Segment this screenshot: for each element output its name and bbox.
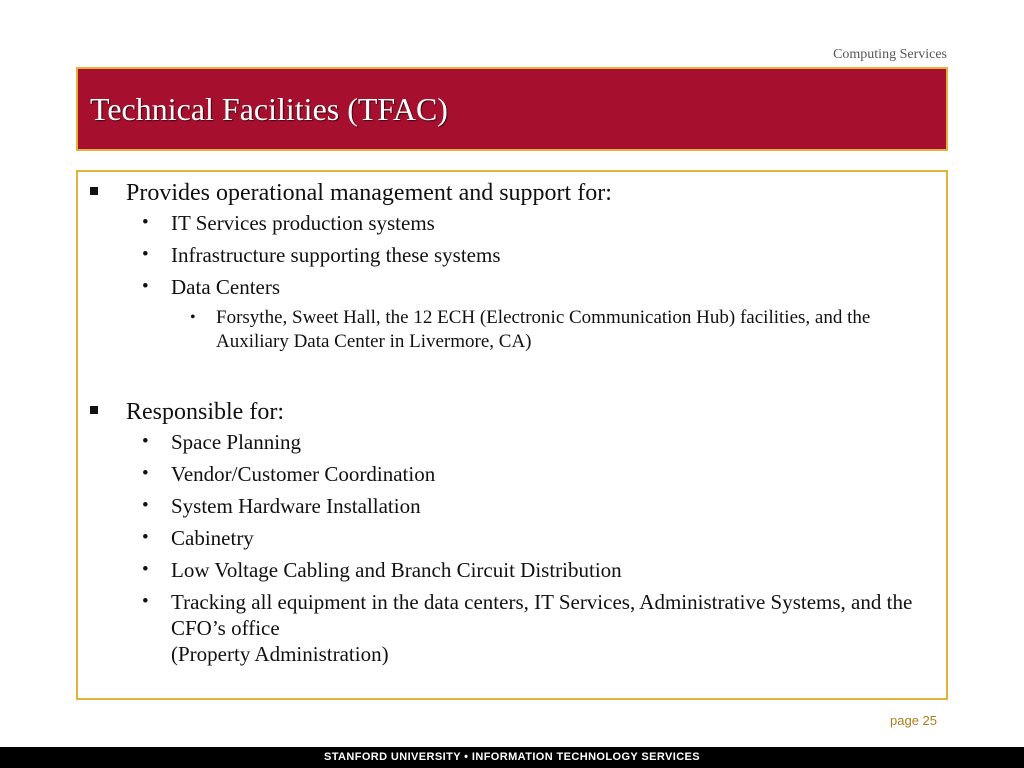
bullet-level2 bbox=[78, 589, 946, 667]
department-label: Computing Services bbox=[833, 47, 947, 62]
dot-bullet-icon: • bbox=[142, 591, 149, 612]
list-item: System Hardware Installation bbox=[171, 494, 421, 518]
dot-bullet-icon: • bbox=[142, 431, 149, 452]
dot-bullet-icon: • bbox=[142, 495, 149, 516]
section-heading: Responsible for: bbox=[126, 399, 284, 425]
section-heading: Provides operational management and support for: bbox=[126, 180, 612, 206]
dot-bullet-icon: • bbox=[142, 276, 149, 297]
bullet-level2 bbox=[78, 242, 946, 268]
list-subitem: Forsythe, Sweet Hall, the 12 ECH (Electronic Communication Hub) facilities, and the Auxiliary Data Center in Livermore, CA) bbox=[216, 307, 871, 352]
dot-bullet-icon: • bbox=[142, 244, 149, 265]
list-item: Space Planning bbox=[171, 430, 302, 454]
dot-bullet-icon: • bbox=[190, 309, 196, 326]
bullet-level2 bbox=[78, 461, 946, 487]
bullet-level1 bbox=[78, 178, 946, 208]
list-item: Vendor/Customer Coordination bbox=[171, 462, 436, 486]
bullet-level2 bbox=[78, 274, 946, 300]
dot-bullet-icon: • bbox=[142, 463, 149, 484]
list-item: Tracking all equipment in the data centers, IT Services, Administrative Systems, and the CFO’s office (Property Administration) bbox=[171, 590, 913, 666]
slide-title: Technical Facilities (TFAC) bbox=[90, 91, 448, 127]
square-bullet-icon bbox=[90, 187, 98, 195]
footer-banner: STANFORD UNIVERSITY • INFORMATION TECHNOLOGY SERVICES bbox=[0, 747, 1024, 768]
list-item: Infrastructure supporting these systems bbox=[171, 243, 501, 267]
dot-bullet-icon: • bbox=[142, 212, 149, 233]
section-responsibilities bbox=[78, 397, 946, 673]
content-box bbox=[76, 170, 948, 700]
bullet-level2 bbox=[78, 210, 946, 236]
list-item: Data Centers bbox=[171, 275, 281, 299]
bullet-level1 bbox=[78, 397, 946, 427]
list-item: IT Services production systems bbox=[171, 211, 435, 235]
page-number: page 25 bbox=[890, 713, 937, 728]
dot-bullet-icon: • bbox=[142, 527, 149, 548]
list-item: Cabinetry bbox=[171, 526, 254, 550]
bullet-level2 bbox=[78, 525, 946, 551]
list-item: Low Voltage Cabling and Branch Circuit Distribution bbox=[171, 558, 622, 582]
bullet-level2 bbox=[78, 557, 946, 583]
square-bullet-icon bbox=[90, 406, 98, 414]
title-bar bbox=[76, 67, 948, 151]
bullet-level3 bbox=[78, 306, 946, 354]
section-operational-support bbox=[78, 178, 946, 360]
bullet-level2 bbox=[78, 429, 946, 455]
dot-bullet-icon: • bbox=[142, 559, 149, 580]
bullet-level2 bbox=[78, 493, 946, 519]
